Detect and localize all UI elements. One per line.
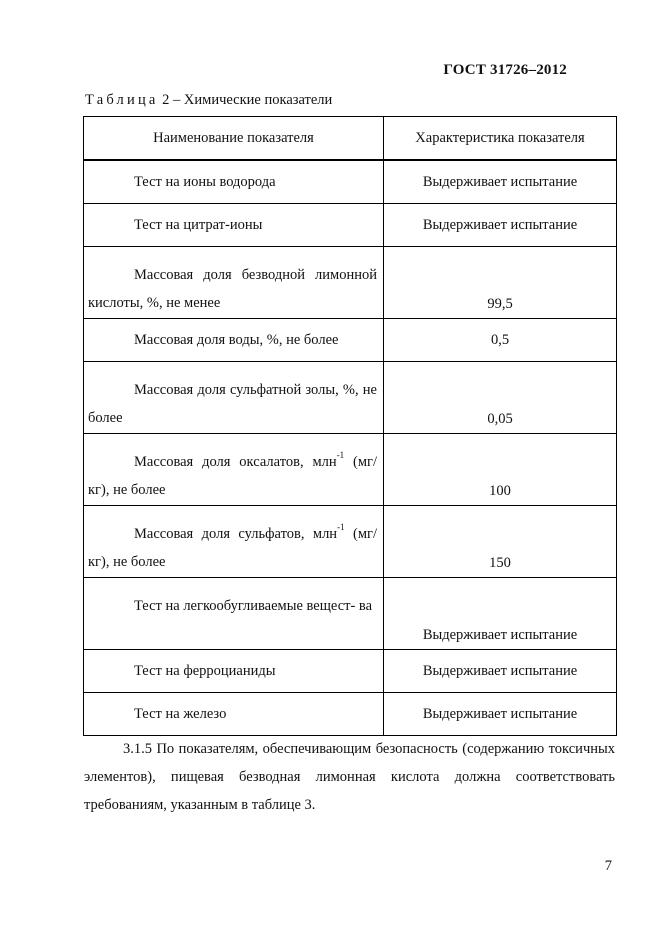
- table-row: [84, 362, 617, 434]
- table-row: [84, 319, 617, 362]
- row-name: Массовая доля безводной лимонной кислоты, %, не менее: [88, 267, 377, 311]
- table-row: [84, 650, 617, 693]
- row-name: [84, 506, 383, 576]
- table-row: [84, 247, 617, 319]
- row-value: 0,05: [487, 411, 513, 427]
- table-header-row: [84, 117, 617, 161]
- row-value: 0,5: [490, 332, 510, 348]
- row-name-part: Массовая доля оксалатов, млн: [134, 454, 337, 470]
- row-name-part: Массовая доля сульфатов, млн: [134, 526, 338, 542]
- table-caption-number: 2: [162, 92, 170, 108]
- table-row: [84, 578, 617, 650]
- table-row: [84, 434, 617, 506]
- table-caption: [85, 92, 332, 109]
- table-row: [84, 204, 617, 247]
- table-row: [84, 506, 617, 578]
- row-name: Тест на ионы водорода: [134, 174, 276, 190]
- column-header-value: Характеристика показателя: [384, 117, 617, 161]
- row-name: Тест на железо: [134, 706, 227, 722]
- chemical-indicators-table: [83, 116, 617, 736]
- row-name-part: (мг/кг), не более: [88, 454, 378, 498]
- document-code: ГОСТ 31726–2012: [443, 62, 567, 78]
- row-name-superscript: -1: [337, 522, 345, 532]
- row-value: 100: [489, 483, 511, 499]
- row-value: Выдерживает испытание: [422, 174, 578, 190]
- row-value: Выдерживает испытание: [422, 627, 578, 643]
- row-name: Тест на ферроцианиды: [134, 663, 276, 679]
- row-name: Массовая доля сульфатной золы, %, не более: [88, 382, 377, 426]
- table-caption-title: – Химические показатели: [173, 92, 333, 108]
- row-name-part: (мг/кг), не более: [88, 526, 377, 570]
- row-name: Тест на цитрат-ионы: [134, 217, 263, 233]
- column-header-name: Наименование показателя: [84, 117, 384, 161]
- row-name: [84, 434, 383, 504]
- row-value: 99,5: [487, 296, 513, 312]
- row-name-superscript: -1: [336, 450, 345, 460]
- row-value: 150: [489, 555, 511, 571]
- table-caption-prefix: Таблица: [85, 92, 159, 108]
- row-value: Выдерживает испытание: [422, 217, 578, 233]
- row-name: Тест на легкообугливаемые вещест- ва: [134, 598, 373, 614]
- paragraph-3-1-5: 3.1.5 По показателям, обеспечивающим безопасность (содержанию токсичных элементов), пищевая безводная лимонная кислота должна соответствовать требованиям, указанным в таблице 3.: [84, 741, 615, 813]
- row-value: Выдерживает испытание: [422, 663, 578, 679]
- page-number: 7: [604, 858, 612, 874]
- table-row: [84, 693, 617, 736]
- table-row: [84, 160, 617, 204]
- row-name: Массовая доля воды, %, не более: [134, 332, 339, 348]
- row-value: Выдерживает испытание: [422, 706, 578, 722]
